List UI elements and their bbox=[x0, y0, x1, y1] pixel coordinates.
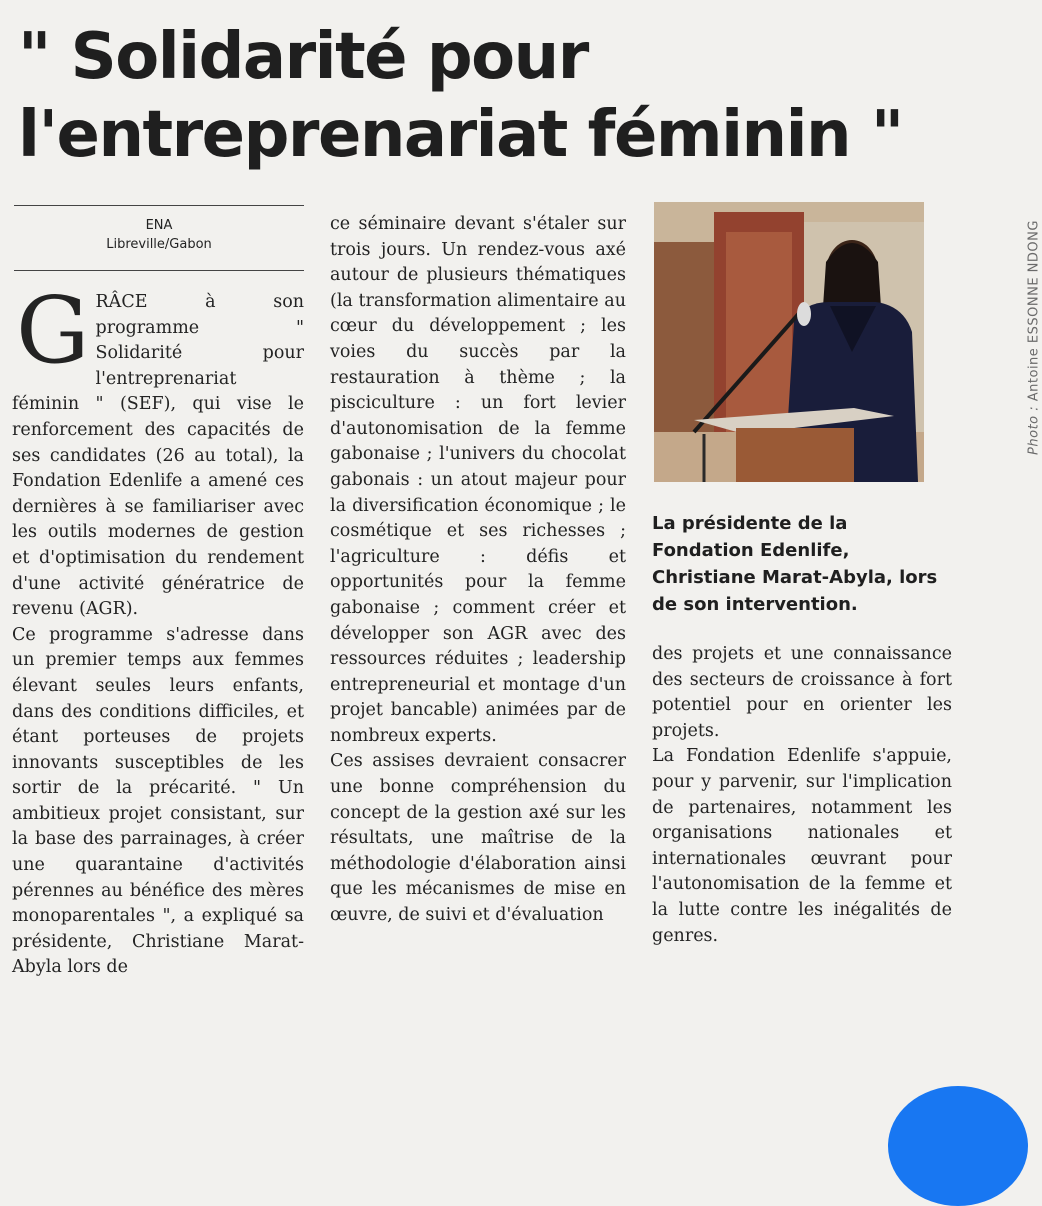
drop-cap: G bbox=[16, 277, 90, 384]
speaker-photo-illustration bbox=[654, 202, 924, 482]
photo-credit-label: Photo : bbox=[1026, 401, 1042, 455]
byline-agency: ENA bbox=[145, 218, 173, 233]
paragraph: Ces assises devraient consacrer une bonne compréhension du concept de la gestion axé sur les résultats, une maîtrise de la méthodologie d'élaboration ainsi que les mécanismes de mise en œuvre, de suivi et d'évaluation bbox=[330, 751, 626, 926]
article-photo bbox=[654, 202, 924, 482]
floating-action-button[interactable] bbox=[888, 1086, 1028, 1206]
article-column-1 bbox=[12, 277, 304, 981]
photo-caption: La présidente de la Fondation Edenlife, Christiane Marat-Abyla, lors de son intervention. bbox=[652, 513, 938, 615]
paragraph: ce séminaire devant s'étaler sur trois jours. Un rendez-vous axé autour de plusieurs thématiques (la transformation alimentaire au cœur du développement ; les voies du succès par la restauration à thème ; la pisciculture : un fort levier d'autonomisation de la femme gabonaise ; l'univers du chocolat gabonais : un atout majeur pour la diversification économique ; le cosmétique et ses richesses ; l'agriculture : défis et opportunités pour la femme gabonaise ; comment créer et développer son AGR avec des ressources réduites ; leadership entrepreneurial et montage d'un projet bancable) animées par de nombreux experts. bbox=[330, 214, 626, 746]
article-headline: " Solidarité pour l'entreprenariat féminin " bbox=[18, 20, 903, 172]
byline-location: Libreville/Gabon bbox=[106, 237, 212, 252]
article-column-2 bbox=[330, 212, 626, 929]
byline-top-rule bbox=[14, 205, 304, 206]
paragraph: Ce programme s'adresse dans un premier temps aux femmes élevant seules leurs enfants, dans des conditions difficiles, et étant porteuses de projets innovants susceptibles de les sortir de la précarité. " Un ambitieux projet consistant, sur la base des parrainages, à créer une quarantaine d'activités pérennes au bénéfice des mères monoparentales ", a expliqué sa présidente, Christiane Marat-Abyla lors de bbox=[12, 624, 304, 978]
photo-credit-name: Antoine ESSONNE NDONG bbox=[1026, 220, 1042, 402]
byline bbox=[14, 216, 304, 254]
paragraph: La Fondation Edenlife s'appuie, pour y parvenir, sur l'implication de partenaires, notamment les organisations nationales et internationales œuvrant pour l'autonomisation de la femme et la lutte contre les inégalités de genres. bbox=[652, 746, 952, 946]
photo-credit bbox=[1027, 188, 1042, 488]
lead-text: RÂCE à son programme " Solidarité pour l'entreprenariat féminin " (SEF), qui vise le renforcement des capacités de ses candidates (26 au total), la Fondation Edenlife a amené ces dernières à se familiariser avec les outils modernes de gestion et d'optimisation du rendement d'une activité génératrice de revenu (AGR). bbox=[12, 292, 304, 620]
byline-bottom-rule bbox=[14, 270, 304, 271]
paragraph: des projets et une connaissance des secteurs de croissance à fort potentiel pour en orienter les projets. bbox=[652, 644, 952, 741]
article-column-3 bbox=[652, 642, 952, 949]
lead-paragraph bbox=[12, 277, 304, 623]
